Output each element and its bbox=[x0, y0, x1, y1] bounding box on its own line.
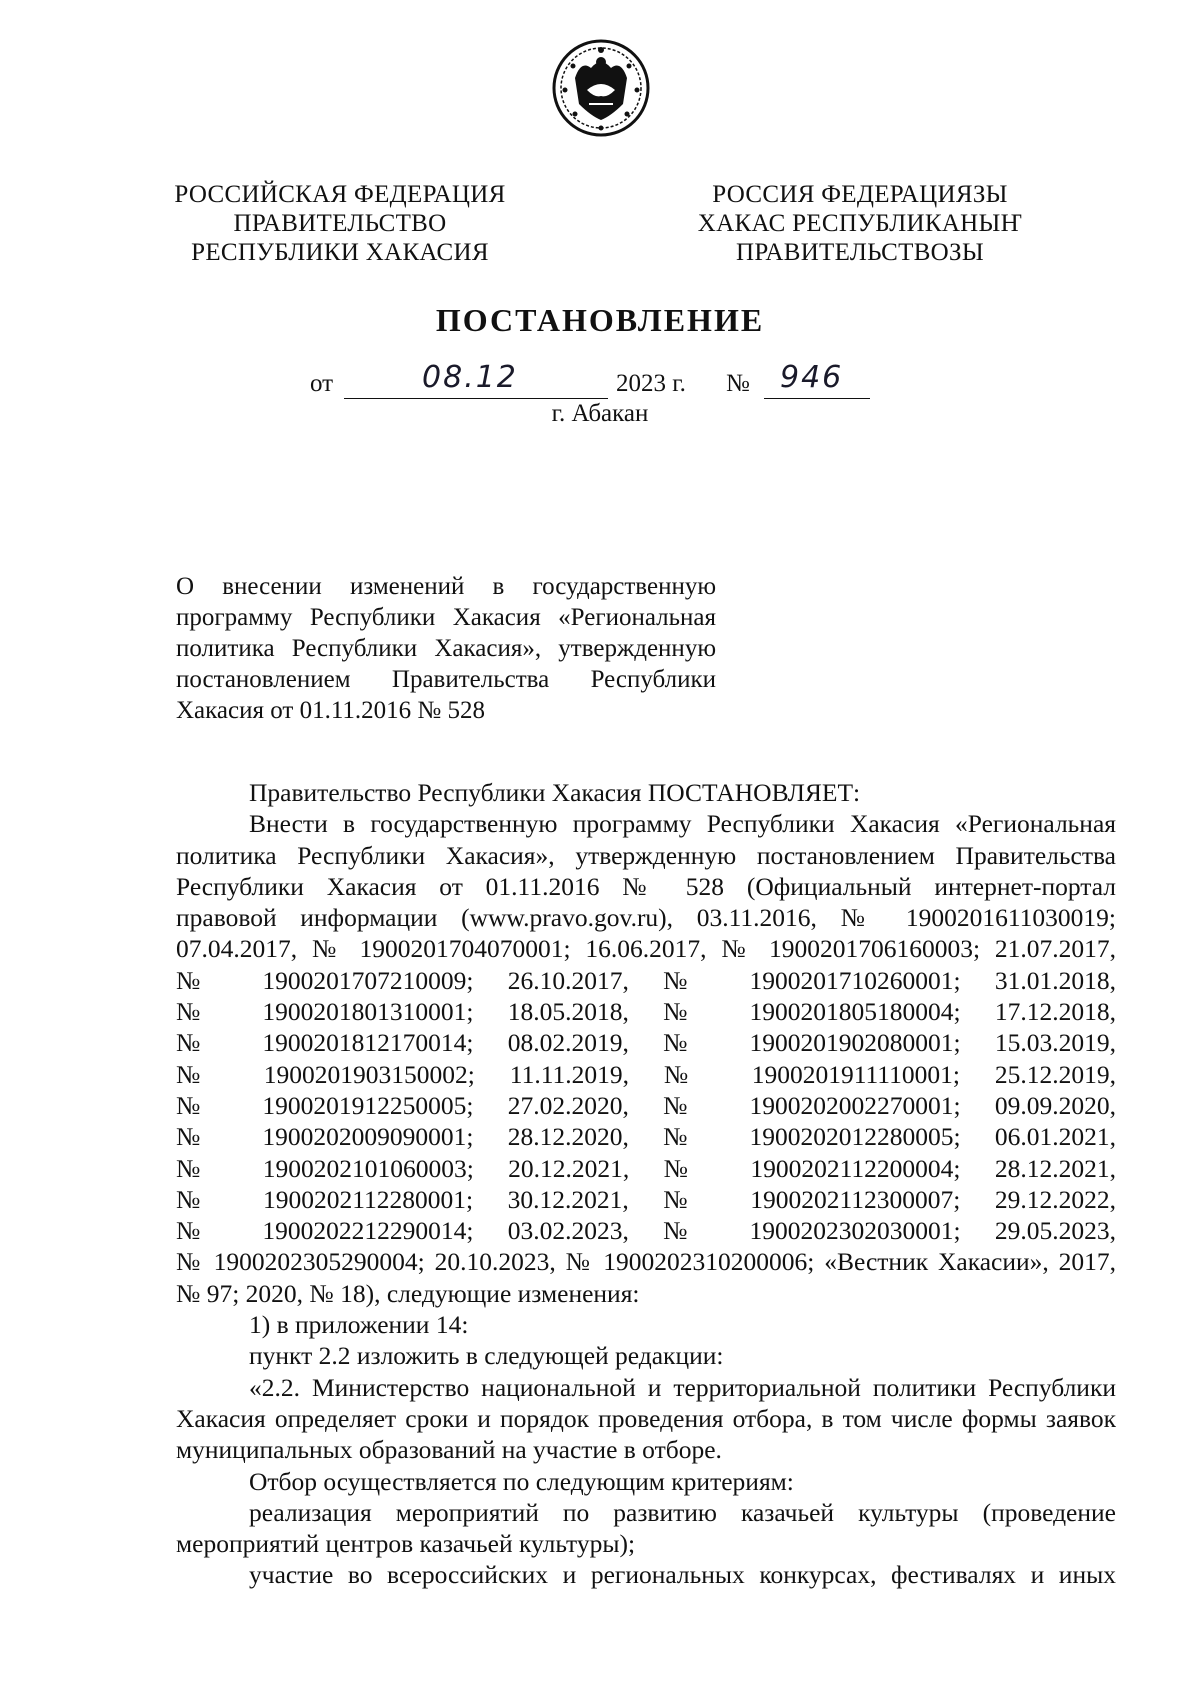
city: г. Абакан bbox=[551, 400, 649, 427]
body-line: № 1900202112280001; 30.12.2021, № 1900202112300007; 29.12.2022, bbox=[176, 1184, 1116, 1214]
body-line: № 1900201707210009; 26.10.2017, № 1900201710260001; 31.01.2018, bbox=[176, 965, 1116, 995]
header-left-line-1: РОССИЙСКАЯ ФЕДЕРАЦИЯ bbox=[174, 181, 506, 208]
body-line: реализация мероприятий по развитию казачьей культуры (проведение bbox=[249, 1497, 1116, 1527]
header-left-block bbox=[170, 180, 510, 267]
body-line: № 1900201812170014; 08.02.2019, № 1900201902080001; 15.03.2019, bbox=[176, 1028, 1116, 1058]
body-line: 1) в приложении 14: bbox=[249, 1310, 469, 1340]
header-right-block bbox=[690, 180, 1030, 267]
header-right-line-2: ХАКАС РЕСПУБЛИКАНЫҤ bbox=[697, 210, 1023, 237]
header-right-line-3: ПРАВИТЕЛЬСТВОЗЫ bbox=[736, 239, 984, 266]
body-line: Правительство Республики Хакасия ПОСТАНОВЛЯЕТ: bbox=[249, 778, 861, 807]
body-line: мероприятий центров казачьей культуры); bbox=[176, 1529, 636, 1559]
body-line: № 1900202009090001; 28.12.2020, № 1900202012280005; 06.01.2021, bbox=[176, 1122, 1116, 1152]
year-label: 2023 г. bbox=[616, 370, 686, 397]
body-line: политика Республики Хакасия», утвержденную постановлением Правительства bbox=[176, 840, 1116, 870]
document-title: ПОСТАНОВЛЕНИЕ bbox=[435, 302, 765, 338]
header-right-line-1: РОССИЯ ФЕДЕРАЦИЯЗЫ bbox=[712, 181, 1008, 208]
body-line: № 1900201912250005; 27.02.2020, № 1900202002270001; 09.09.2020, bbox=[176, 1090, 1116, 1120]
body-line: Отбор осуществляется по следующим критериям: bbox=[249, 1466, 794, 1496]
number-underline bbox=[764, 398, 870, 399]
body-line: правовой информации (www.pravo.gov.ru), 03.11.2016, № 1900201611030019; bbox=[176, 903, 1116, 933]
body-line: № 1900202101060003; 20.12.2021, № 1900202112200004; 28.12.2021, bbox=[176, 1153, 1116, 1183]
from-label: от bbox=[310, 370, 334, 397]
body-line: № 1900202212290014; 03.02.2023, № 1900202302030001; 29.05.2023, bbox=[176, 1216, 1116, 1246]
body-line: «2.2. Министерство национальной и территориальной политики Республики bbox=[249, 1372, 1116, 1402]
body-line: Хакасия определяет сроки и порядок проведения отбора, в том числе формы заявок bbox=[176, 1403, 1116, 1433]
body-line: № 1900201903150002; 11.11.2019, № 1900201911110001; 25.12.2019, bbox=[176, 1059, 1116, 1089]
body-line: муниципальных образований на участие в отборе. bbox=[176, 1435, 722, 1465]
handwritten-number: 946 bbox=[780, 360, 844, 395]
document-body bbox=[176, 777, 1116, 1591]
header-left-line-2: ПРАВИТЕЛЬСТВО bbox=[233, 210, 447, 237]
date-underline bbox=[344, 398, 608, 399]
handwritten-date: 08.12 bbox=[422, 360, 518, 395]
body-line: № 1900202305290004; 20.10.2023, № 1900202310200006; «Вестник Хакасии», 2017, bbox=[176, 1247, 1116, 1277]
body-line: Республики Хакасия от 01.11.2016 № 528 (Официальный интернет-портал bbox=[176, 871, 1116, 901]
body-line: № 97; 2020, № 18), следующие изменения: bbox=[176, 1278, 640, 1308]
coat-of-arms-icon bbox=[551, 38, 651, 138]
body-line: участие во всероссийских и региональных конкурсах, фестивалях и иных bbox=[249, 1560, 1116, 1590]
body-line: Внести в государственную программу Республики Хакасия «Региональная bbox=[249, 809, 1116, 839]
number-label: № bbox=[726, 370, 750, 397]
header-left-line-3: РЕСПУБЛИКИ ХАКАСИЯ bbox=[191, 239, 489, 266]
body-line: 07.04.2017, № 1900201704070001; 16.06.2017, № 1900201706160003; 21.07.2017, bbox=[176, 934, 1116, 964]
body-line: пункт 2.2 изложить в следующей редакции: bbox=[249, 1341, 724, 1371]
document-subject: О внесении изменений в государственную программу Республики Хакасия «Региональная политика Республики Хакасия», утвержденную постановлением Правительства Республики Хакасия от 01.11.2016 № 528 bbox=[176, 573, 716, 724]
body-line: № 1900201801310001; 18.05.2018, № 1900201805180004; 17.12.2018, bbox=[176, 997, 1116, 1027]
